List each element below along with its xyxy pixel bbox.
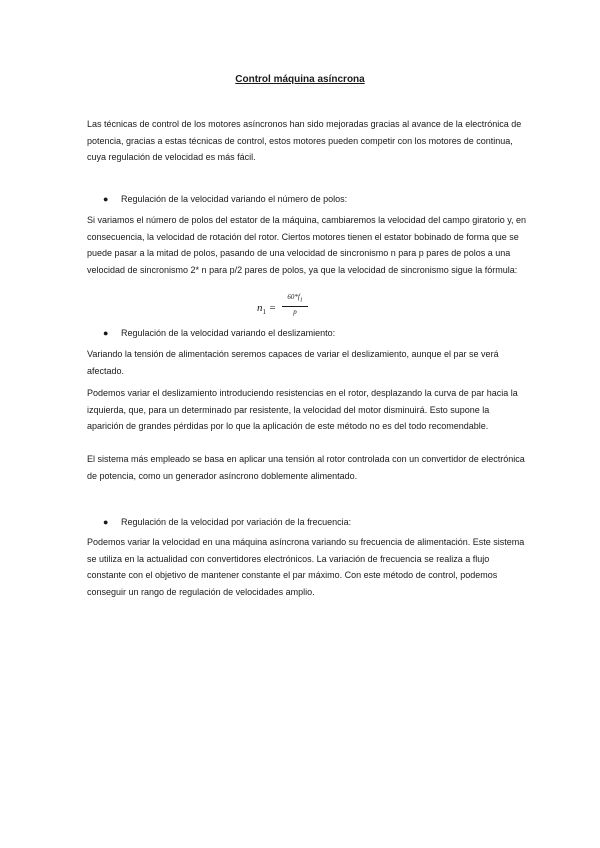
intro-paragraph: Las técnicas de control de los motores asíncronos han sido mejoradas gracias al avance de la electrónica de potencia, gracias a estas técnicas de control, estos motores pueden competir con los motores de continua, cuya regulación de velocidad es más fácil. xyxy=(87,119,522,162)
section3-heading xyxy=(103,515,351,529)
formula-fraction-bar xyxy=(282,306,308,307)
section2-paragraph-2: Podemos variar el deslizamiento introduciendo resistencias en el rotor, desplazando la curva de par hacia la izquierda, que, para un determinado par resistente, la velocidad del motor disminuirá. Esto supone la aparición de grandes pérdidas por lo que la aplicación de este método no es del todo recomendable. xyxy=(87,388,518,431)
section1-heading-text: Regulación de la velocidad variando el número de polos: xyxy=(121,194,348,204)
bullet-icon: ● xyxy=(103,194,109,204)
section3-heading-text: Regulación de la velocidad por variación de la frecuencia: xyxy=(121,517,352,527)
section2-paragraph-1: Variando la tensión de alimentación seremos capaces de variar el deslizamiento, aunque el par se verá afectado. xyxy=(87,349,499,376)
formula-denominator: p xyxy=(293,308,297,316)
bullet-icon: ● xyxy=(103,517,109,527)
formula-lhs: $n_1$ = xyxy=(257,302,277,317)
section1-heading xyxy=(103,192,347,206)
section2-heading xyxy=(103,326,335,340)
section1-paragraph: Si variamos el número de polos del estator de la máquina, cambiaremos la velocidad del campo giratorio y, en consecuencia, la velocidad de rotación del rotor. Ciertos motores tienen el estator bobinado de forma que se puede pasar a la mitad de polos, pasando de una velocidad de sincronismo n para p pares de polos a una velocidad de sincronismo 2* n para p/2 pares de polos, ya que la velocidad de sincronismo sigue la fórmula: xyxy=(87,215,527,275)
section3-paragraph: Podemos variar la velocidad en una máquina asíncrona variando su frecuencia de alimentación. Este sistema se utiliza en la actualidad con convertidores electrónicos. La variación de frecuencia se realiza a flujo constante con el objetivo de mantener constante el par máximo. Con este método de control, podemos conseguir un rango de regulación de velocidades amplio. xyxy=(87,537,525,597)
document-title: Control máquina asíncrona xyxy=(235,74,365,85)
section2-heading-text: Regulación de la velocidad variando el deslizamiento: xyxy=(121,328,336,338)
formula-numerator: $60*f_1$ xyxy=(287,293,303,304)
section2-paragraph-3: El sistema más empleado se basa en aplicar una tensión al rotor controlada con un convertidor de electrónica de potencia, como un generador asíncrono doblemente alimentado. xyxy=(87,454,525,481)
bullet-icon: ● xyxy=(103,328,109,338)
